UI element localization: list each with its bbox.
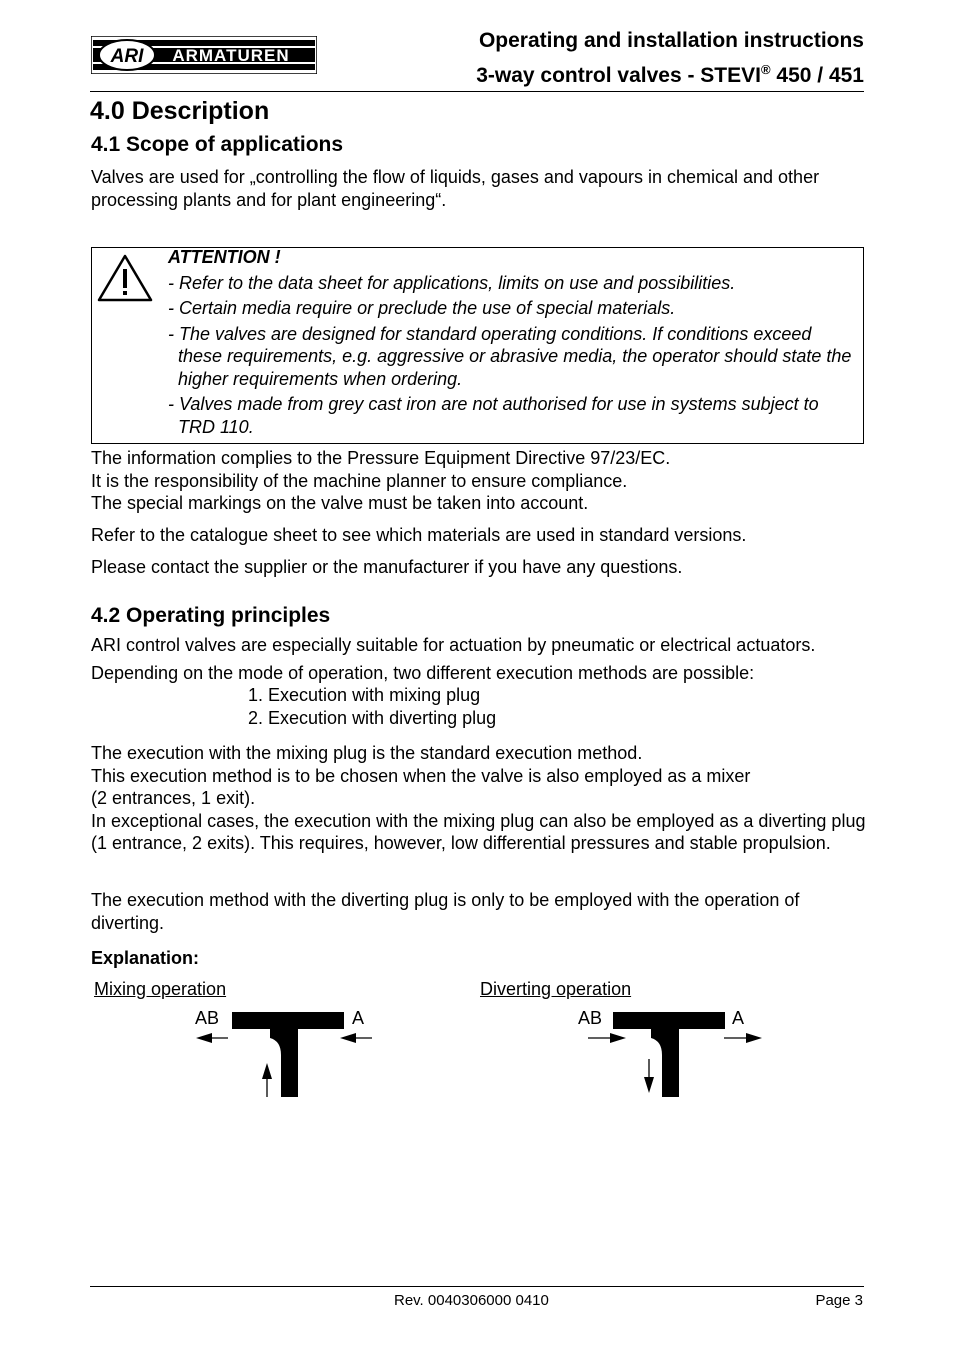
diverting-diagram bbox=[576, 1005, 776, 1110]
principles-p1: ARI control valves are especially suitable for actuation by pneumatic or electrical actuators. bbox=[91, 635, 816, 655]
attention-title: ATTENTION ! bbox=[168, 247, 281, 267]
attention-item: - Refer to the data sheet for applications, limits on use and possibilities. bbox=[168, 272, 736, 293]
attention-item: - The valves are designed for standard operating conditions. If conditions exceed these requirements, e.g. aggressive or abrasive media, the operator should state the higher requirements when ordering. bbox=[168, 323, 852, 389]
explanation-label: Explanation: bbox=[91, 948, 200, 968]
diverting-label-ab: AB bbox=[578, 1008, 603, 1028]
compliance-line: It is the responsibility of the machine planner to ensure compliance. bbox=[91, 470, 628, 491]
mixing-label-a: A bbox=[352, 1008, 365, 1028]
scope-paragraph: Valves are used for „controlling the flow of liquids, gases and vapours in chemical and other processing plants and for plant engineering“. bbox=[91, 167, 820, 210]
p3-line: This execution method is to be chosen when the valve is also employed as a mixer bbox=[91, 765, 751, 786]
attention-content bbox=[168, 246, 858, 438]
list-item: 1. Execution with mixing plug bbox=[248, 685, 481, 705]
diverting-label-b: B bbox=[663, 1076, 676, 1096]
mixing-label-b: B bbox=[282, 1076, 295, 1096]
revision-number: Rev. 0040306000 0410 bbox=[394, 1292, 549, 1309]
compliance-line: The information complies to the Pressure Equipment Directive 97/23/EC. bbox=[91, 448, 671, 468]
p3-line: In exceptional cases, the execution with the mixing plug can also be employed as a diverting plug (1 entrance, 2 exits). This requires, however, low differential pressures and stable propulsion. bbox=[91, 810, 866, 853]
section-heading: 4.0 Description bbox=[90, 97, 270, 125]
mixing-label-ab: AB bbox=[195, 1008, 220, 1028]
logo-ari-text: ARI bbox=[110, 46, 144, 67]
compliance-paragraph bbox=[91, 447, 866, 515]
principles-p4: The execution method with the diverting plug is only to be employed with the operation of diverting. bbox=[91, 890, 800, 933]
principles-p3 bbox=[91, 742, 866, 855]
ari-logo bbox=[91, 36, 317, 74]
p3-line: (2 entrances, 1 exit). bbox=[91, 788, 256, 808]
page-number: Page 3 bbox=[815, 1292, 863, 1309]
diverting-label-a: A bbox=[732, 1008, 745, 1028]
warning-triangle-icon bbox=[96, 253, 154, 308]
execution-list bbox=[248, 684, 496, 729]
attention-item: - Valves made from grey cast iron are not authorised for use in systems subject to TRD 110. bbox=[168, 394, 819, 437]
attention-item: - Certain media require or preclude the use of special materials. bbox=[168, 298, 676, 318]
header-divider bbox=[90, 91, 864, 92]
p3-line: The execution with the mixing plug is the standard execution method. bbox=[91, 743, 643, 763]
diverting-title: Diverting operation bbox=[480, 979, 632, 999]
contact-paragraph: Please contact the supplier or the manufacturer if you have any questions. bbox=[91, 557, 683, 577]
mixing-title: Mixing operation bbox=[94, 979, 227, 999]
logo-armaturen-text: ARMATUREN bbox=[172, 46, 290, 65]
list-item: 2. Execution with diverting plug bbox=[248, 707, 497, 728]
subsection-heading-principles: 4.2 Operating principles bbox=[91, 604, 331, 627]
footer-divider bbox=[90, 1286, 864, 1287]
title-line2: 3-way control valves - STEVI® 450 / 451 bbox=[476, 62, 864, 87]
catalogue-paragraph: Refer to the catalogue sheet to see which materials are used in standard versions. bbox=[91, 525, 747, 545]
compliance-line: The special markings on the valve must be taken into account. bbox=[91, 493, 589, 513]
principles-p2: Depending on the mode of operation, two different execution methods are possible: bbox=[91, 663, 755, 683]
title-line1: Operating and installation instructions bbox=[478, 29, 864, 52]
subsection-heading-scope: 4.1 Scope of applications bbox=[91, 133, 344, 156]
document-title bbox=[476, 26, 864, 90]
